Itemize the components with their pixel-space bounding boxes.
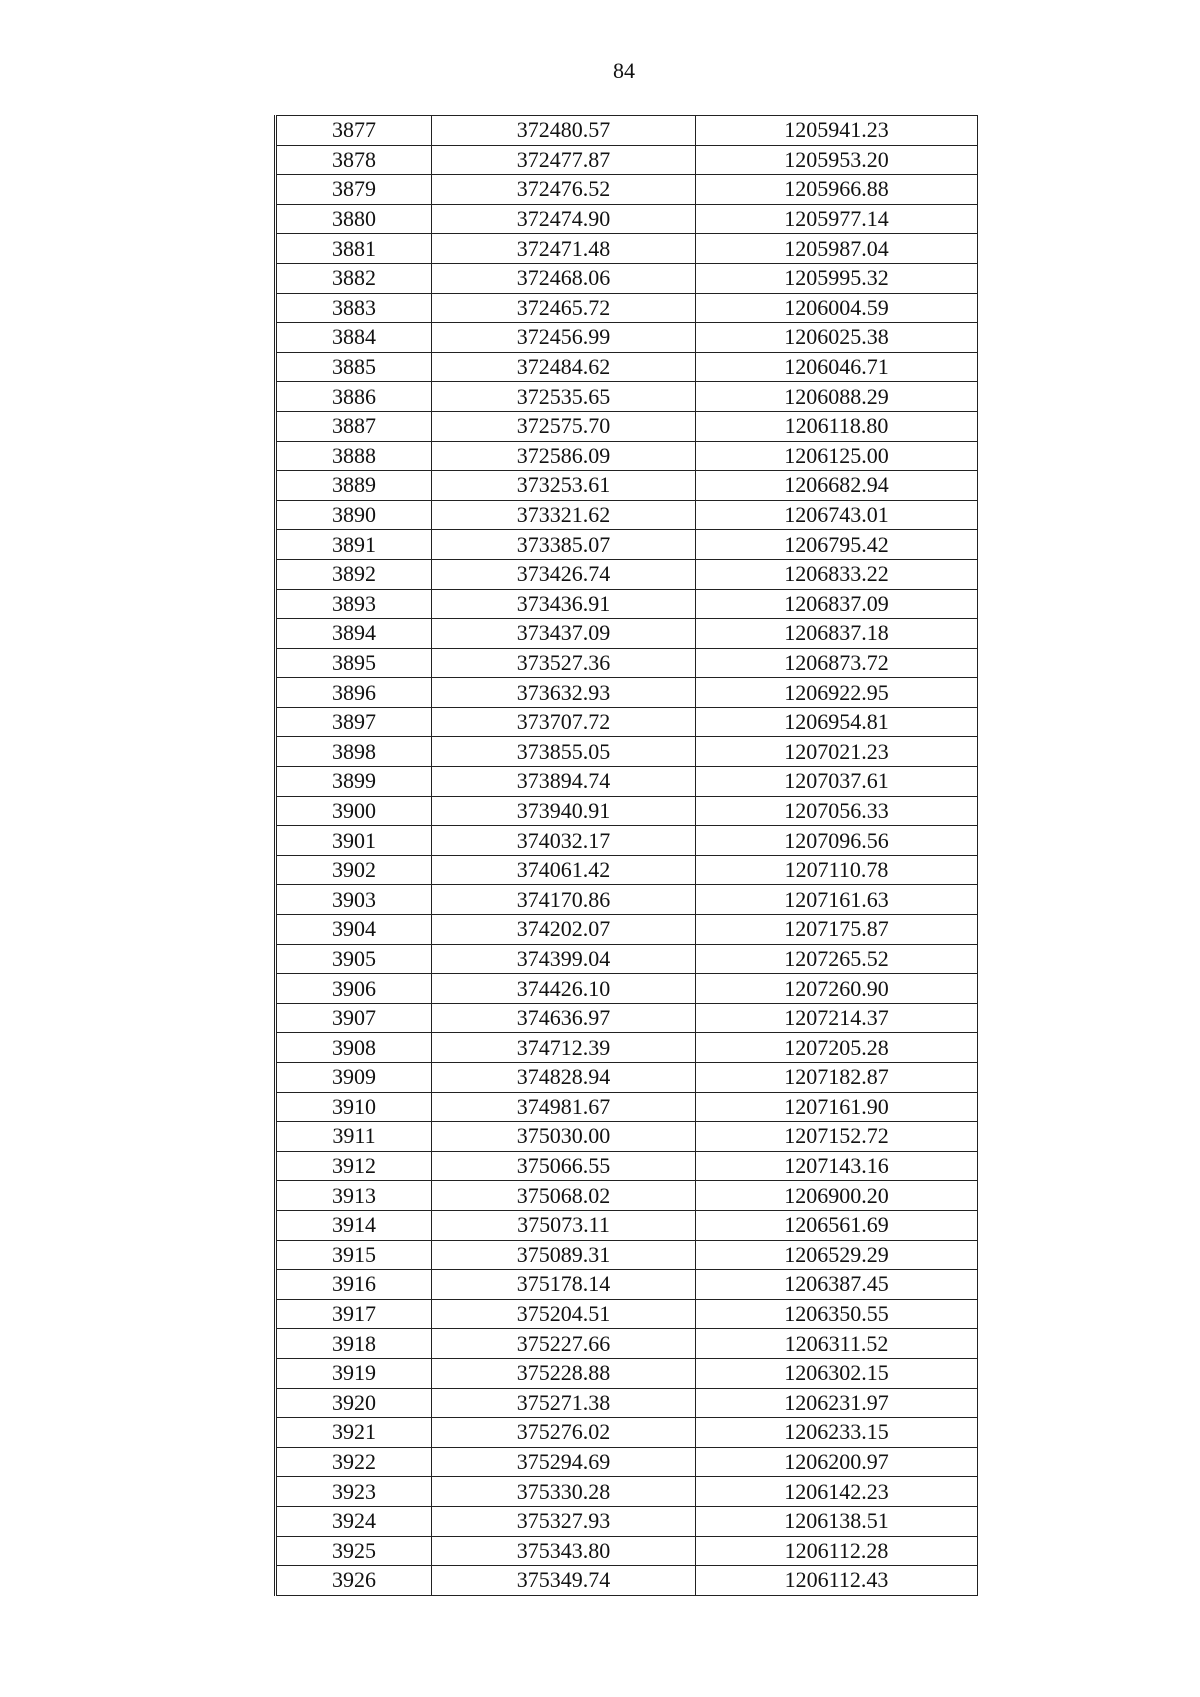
table-row (276, 1536, 978, 1566)
y-coordinate-cell: 1206125.00 (696, 441, 978, 471)
y-coordinate-cell: 1207175.87 (696, 915, 978, 945)
y-coordinate-cell: 1205977.14 (696, 204, 978, 234)
x-coordinate-cell: 372468.06 (432, 263, 696, 293)
point-number-cell: 3922 (276, 1447, 432, 1477)
x-coordinate-cell: 375066.55 (432, 1151, 696, 1181)
x-coordinate-cell: 372477.87 (432, 145, 696, 175)
y-coordinate-cell: 1206743.01 (696, 500, 978, 530)
point-number-cell: 3909 (276, 1063, 432, 1093)
point-number-cell: 3925 (276, 1536, 432, 1566)
x-coordinate-cell: 375089.31 (432, 1240, 696, 1270)
y-coordinate-cell: 1207096.56 (696, 826, 978, 856)
point-number-cell: 3920 (276, 1388, 432, 1418)
table-row (276, 234, 978, 264)
page-number: 84 (613, 58, 635, 83)
table-row (276, 204, 978, 234)
point-number-cell: 3883 (276, 293, 432, 323)
y-coordinate-cell: 1207161.90 (696, 1092, 978, 1122)
y-coordinate-cell: 1206233.15 (696, 1418, 978, 1448)
x-coordinate-cell: 375327.93 (432, 1506, 696, 1536)
y-coordinate-cell: 1206795.42 (696, 530, 978, 560)
point-number-cell: 3914 (276, 1210, 432, 1240)
coordinates-table (274, 115, 978, 1596)
point-number-cell: 3888 (276, 441, 432, 471)
point-number-cell: 3904 (276, 915, 432, 945)
y-coordinate-cell: 1206025.38 (696, 323, 978, 353)
y-coordinate-cell: 1206004.59 (696, 293, 978, 323)
y-coordinate-cell: 1206088.29 (696, 382, 978, 412)
table-row (276, 707, 978, 737)
x-coordinate-cell: 375227.66 (432, 1329, 696, 1359)
point-number-cell: 3906 (276, 974, 432, 1004)
table-row (276, 293, 978, 323)
table-row (276, 559, 978, 589)
y-coordinate-cell: 1207110.78 (696, 855, 978, 885)
x-coordinate-cell: 375073.11 (432, 1210, 696, 1240)
x-coordinate-cell: 373321.62 (432, 500, 696, 530)
point-number-cell: 3877 (276, 116, 432, 146)
table-row (276, 855, 978, 885)
x-coordinate-cell: 373436.91 (432, 589, 696, 619)
point-number-cell: 3923 (276, 1477, 432, 1507)
x-coordinate-cell: 373426.74 (432, 559, 696, 589)
table-row (276, 411, 978, 441)
point-number-cell: 3890 (276, 500, 432, 530)
y-coordinate-cell: 1206387.45 (696, 1270, 978, 1300)
x-coordinate-cell: 372484.62 (432, 352, 696, 382)
x-coordinate-cell: 374170.86 (432, 885, 696, 915)
table-row (276, 1003, 978, 1033)
y-coordinate-cell: 1206138.51 (696, 1506, 978, 1536)
x-coordinate-cell: 374981.67 (432, 1092, 696, 1122)
y-coordinate-cell: 1207152.72 (696, 1122, 978, 1152)
y-coordinate-cell: 1207161.63 (696, 885, 978, 915)
table-row (276, 1329, 978, 1359)
point-number-cell: 3899 (276, 767, 432, 797)
x-coordinate-cell: 374032.17 (432, 826, 696, 856)
table-row (276, 382, 978, 412)
point-number-cell: 3910 (276, 1092, 432, 1122)
table-row (276, 1033, 978, 1063)
table-row (276, 1447, 978, 1477)
x-coordinate-cell: 373940.91 (432, 796, 696, 826)
y-coordinate-cell: 1206046.71 (696, 352, 978, 382)
point-number-cell: 3886 (276, 382, 432, 412)
table-row (276, 441, 978, 471)
table-row (276, 1358, 978, 1388)
point-number-cell: 3900 (276, 796, 432, 826)
y-coordinate-cell: 1206118.80 (696, 411, 978, 441)
x-coordinate-cell: 375349.74 (432, 1566, 696, 1596)
x-coordinate-cell: 375343.80 (432, 1536, 696, 1566)
table-row (276, 796, 978, 826)
y-coordinate-cell: 1207182.87 (696, 1063, 978, 1093)
y-coordinate-cell: 1206682.94 (696, 471, 978, 501)
y-coordinate-cell: 1207056.33 (696, 796, 978, 826)
point-number-cell: 3882 (276, 263, 432, 293)
point-number-cell: 3884 (276, 323, 432, 353)
point-number-cell: 3915 (276, 1240, 432, 1270)
table-row (276, 352, 978, 382)
x-coordinate-cell: 373632.93 (432, 678, 696, 708)
point-number-cell: 3901 (276, 826, 432, 856)
x-coordinate-cell: 375068.02 (432, 1181, 696, 1211)
y-coordinate-cell: 1206954.81 (696, 707, 978, 737)
point-number-cell: 3889 (276, 471, 432, 501)
point-number-cell: 3894 (276, 619, 432, 649)
x-coordinate-cell: 375271.38 (432, 1388, 696, 1418)
point-number-cell: 3885 (276, 352, 432, 382)
point-number-cell: 3907 (276, 1003, 432, 1033)
y-coordinate-cell: 1205941.23 (696, 116, 978, 146)
point-number-cell: 3887 (276, 411, 432, 441)
x-coordinate-cell: 372476.52 (432, 175, 696, 205)
x-coordinate-cell: 375030.00 (432, 1122, 696, 1152)
point-number-cell: 3879 (276, 175, 432, 205)
table-row (276, 885, 978, 915)
point-number-cell: 3918 (276, 1329, 432, 1359)
y-coordinate-cell: 1207037.61 (696, 767, 978, 797)
table-row (276, 767, 978, 797)
x-coordinate-cell: 373707.72 (432, 707, 696, 737)
table-row (276, 944, 978, 974)
x-coordinate-cell: 372586.09 (432, 441, 696, 471)
y-coordinate-cell: 1207260.90 (696, 974, 978, 1004)
x-coordinate-cell: 372465.72 (432, 293, 696, 323)
table-row (276, 1210, 978, 1240)
x-coordinate-cell: 372575.70 (432, 411, 696, 441)
table-row (276, 1388, 978, 1418)
table-row (276, 1063, 978, 1093)
y-coordinate-cell: 1207265.52 (696, 944, 978, 974)
x-coordinate-cell: 373855.05 (432, 737, 696, 767)
point-number-cell: 3878 (276, 145, 432, 175)
table-row (276, 1270, 978, 1300)
y-coordinate-cell: 1206873.72 (696, 648, 978, 678)
x-coordinate-cell: 374426.10 (432, 974, 696, 1004)
x-coordinate-cell: 372474.90 (432, 204, 696, 234)
point-number-cell: 3891 (276, 530, 432, 560)
y-coordinate-cell: 1206200.97 (696, 1447, 978, 1477)
point-number-cell: 3919 (276, 1358, 432, 1388)
table-row (276, 1092, 978, 1122)
y-coordinate-cell: 1205953.20 (696, 145, 978, 175)
x-coordinate-cell: 375330.28 (432, 1477, 696, 1507)
table-row (276, 826, 978, 856)
x-coordinate-cell: 374828.94 (432, 1063, 696, 1093)
x-coordinate-cell: 372535.65 (432, 382, 696, 412)
point-number-cell: 3912 (276, 1151, 432, 1181)
table-row (276, 1122, 978, 1152)
coordinates-table-body (276, 116, 978, 1596)
table-row (276, 915, 978, 945)
table-row (276, 1418, 978, 1448)
table-row (276, 737, 978, 767)
y-coordinate-cell: 1206302.15 (696, 1358, 978, 1388)
x-coordinate-cell: 374061.42 (432, 855, 696, 885)
table-row (276, 500, 978, 530)
x-coordinate-cell: 375276.02 (432, 1418, 696, 1448)
point-number-cell: 3921 (276, 1418, 432, 1448)
table-row (276, 1477, 978, 1507)
point-number-cell: 3911 (276, 1122, 432, 1152)
table-row (276, 589, 978, 619)
x-coordinate-cell: 375228.88 (432, 1358, 696, 1388)
point-number-cell: 3893 (276, 589, 432, 619)
y-coordinate-cell: 1207205.28 (696, 1033, 978, 1063)
table-row (276, 1299, 978, 1329)
point-number-cell: 3924 (276, 1506, 432, 1536)
x-coordinate-cell: 372471.48 (432, 234, 696, 264)
x-coordinate-cell: 372456.99 (432, 323, 696, 353)
point-number-cell: 3905 (276, 944, 432, 974)
table-row (276, 678, 978, 708)
point-number-cell: 3926 (276, 1566, 432, 1596)
table-row (276, 145, 978, 175)
table-row (276, 323, 978, 353)
x-coordinate-cell: 375178.14 (432, 1270, 696, 1300)
y-coordinate-cell: 1206900.20 (696, 1181, 978, 1211)
table-row (276, 619, 978, 649)
y-coordinate-cell: 1206833.22 (696, 559, 978, 589)
point-number-cell: 3903 (276, 885, 432, 915)
y-coordinate-cell: 1207214.37 (696, 1003, 978, 1033)
point-number-cell: 3913 (276, 1181, 432, 1211)
point-number-cell: 3880 (276, 204, 432, 234)
x-coordinate-cell: 373527.36 (432, 648, 696, 678)
point-number-cell: 3917 (276, 1299, 432, 1329)
y-coordinate-cell: 1206142.23 (696, 1477, 978, 1507)
y-coordinate-cell: 1206837.09 (696, 589, 978, 619)
table-row (276, 471, 978, 501)
y-coordinate-cell: 1206231.97 (696, 1388, 978, 1418)
table-row (276, 530, 978, 560)
y-coordinate-cell: 1206112.43 (696, 1566, 978, 1596)
point-number-cell: 3897 (276, 707, 432, 737)
y-coordinate-cell: 1206112.28 (696, 1536, 978, 1566)
point-number-cell: 3908 (276, 1033, 432, 1063)
y-coordinate-cell: 1206561.69 (696, 1210, 978, 1240)
x-coordinate-cell: 374636.97 (432, 1003, 696, 1033)
table-row (276, 974, 978, 1004)
point-number-cell: 3916 (276, 1270, 432, 1300)
x-coordinate-cell: 373437.09 (432, 619, 696, 649)
point-number-cell: 3895 (276, 648, 432, 678)
y-coordinate-cell: 1206311.52 (696, 1329, 978, 1359)
y-coordinate-cell: 1206529.29 (696, 1240, 978, 1270)
y-coordinate-cell: 1206837.18 (696, 619, 978, 649)
point-number-cell: 3892 (276, 559, 432, 589)
x-coordinate-cell: 375204.51 (432, 1299, 696, 1329)
table-row (276, 1240, 978, 1270)
point-number-cell: 3896 (276, 678, 432, 708)
y-coordinate-cell: 1206922.95 (696, 678, 978, 708)
y-coordinate-cell: 1205987.04 (696, 234, 978, 264)
table-row (276, 1506, 978, 1536)
x-coordinate-cell: 373894.74 (432, 767, 696, 797)
x-coordinate-cell: 373253.61 (432, 471, 696, 501)
x-coordinate-cell: 375294.69 (432, 1447, 696, 1477)
y-coordinate-cell: 1205995.32 (696, 263, 978, 293)
point-number-cell: 3898 (276, 737, 432, 767)
table-row (276, 116, 978, 146)
table-row (276, 1566, 978, 1596)
y-coordinate-cell: 1205966.88 (696, 175, 978, 205)
table-row (276, 1151, 978, 1181)
y-coordinate-cell: 1207143.16 (696, 1151, 978, 1181)
point-number-cell: 3902 (276, 855, 432, 885)
x-coordinate-cell: 374712.39 (432, 1033, 696, 1063)
y-coordinate-cell: 1207021.23 (696, 737, 978, 767)
table-row (276, 175, 978, 205)
y-coordinate-cell: 1206350.55 (696, 1299, 978, 1329)
table-row (276, 648, 978, 678)
x-coordinate-cell: 372480.57 (432, 116, 696, 146)
point-number-cell: 3881 (276, 234, 432, 264)
x-coordinate-cell: 374399.04 (432, 944, 696, 974)
table-row (276, 1181, 978, 1211)
x-coordinate-cell: 373385.07 (432, 530, 696, 560)
table-row (276, 263, 978, 293)
x-coordinate-cell: 374202.07 (432, 915, 696, 945)
